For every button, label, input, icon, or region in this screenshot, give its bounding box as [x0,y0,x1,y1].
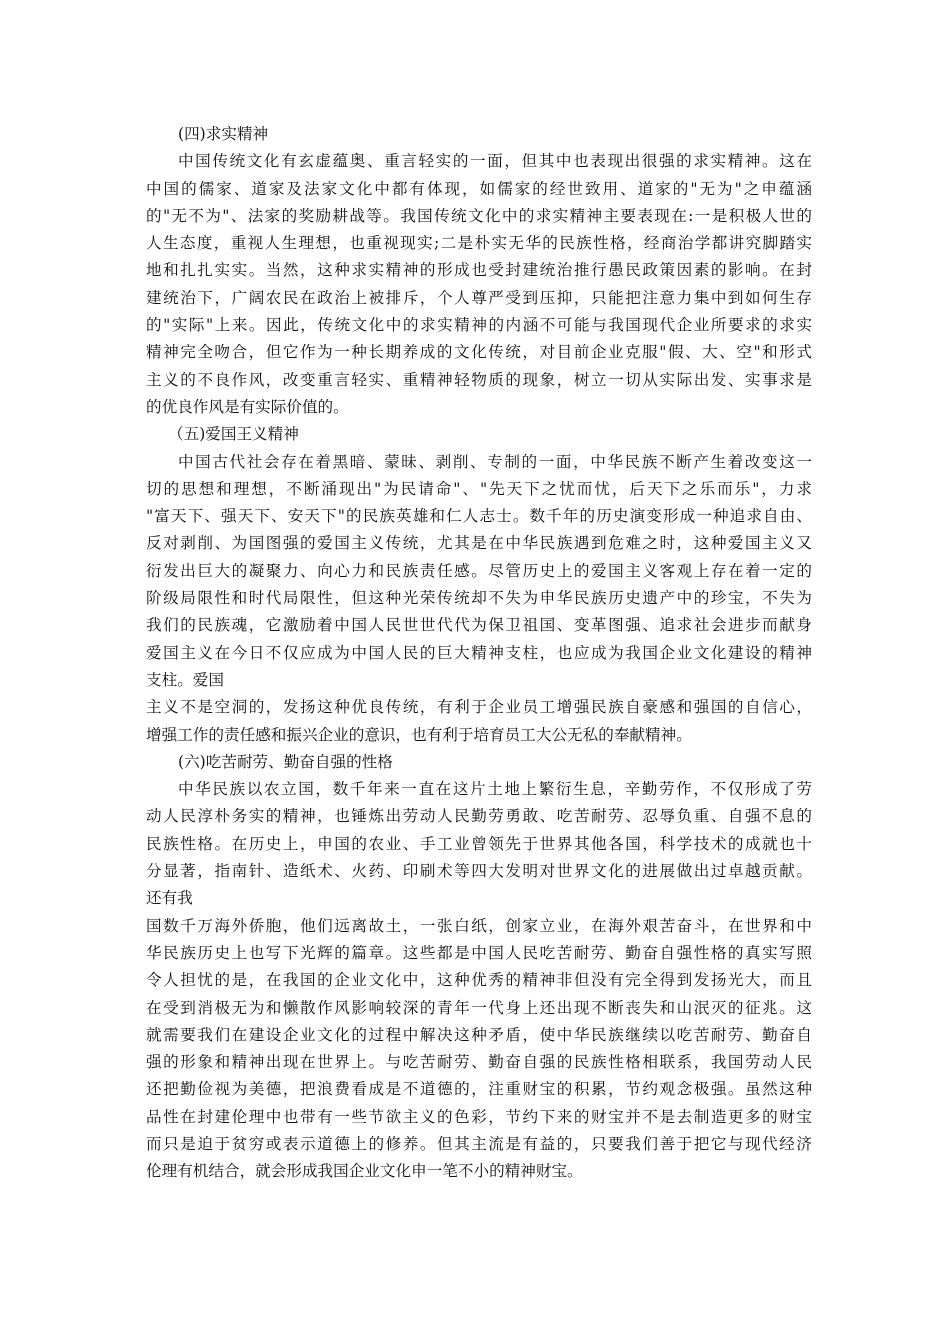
paragraph-line: 增强工作的责任感和振兴企业的意识，也有利于培育员工大公无私的奉献精神。 [146,725,692,744]
paragraph-line: 切的思想和理想，不断涌现出"为民请命"、"先天下之忧而忧，后天下之乐而乐"，力求 [146,479,812,498]
paragraph-line: 中国传统文化有玄虚蕴奥、重言轻实的一面，但其中也表现出很强的求实精神。这在 [178,152,812,171]
paragraph-line: 国数千万海外侨胞，他们远离故土，一张白纸，创家立业，在海外艰苦奋斗，在世界和中 [146,916,812,935]
paragraph-line: 中华民族以农立国，数千年来一直在这片土地上繁衍生息，辛勤劳作，不仅形成了劳 [178,780,812,799]
document-body [146,121,812,1186]
paragraph-line: 我们的民族魂，它激励着中国人民世世代代为保卫祖国、变革图强、追求社会进步而献身 [146,616,812,635]
paragraph-line: 地和扎扎实实。当然，这种求实精神的形成也受封建统治推行愚民政策因素的影响。在封 [146,261,812,280]
paragraph-line: 分显著，指南针、造纸术、火药、印刷术等四大发明对世界文化的进展做出过卓越贡献。 [146,862,812,881]
paragraph-line: 民族性格。在历史上，申国的农业、手工业曾领先于世界其他各国，科学技术的成就也十 [146,834,812,853]
section-heading-4: (四)求实精神 [178,125,269,143]
paragraph-line: 爱国主义在今日不仅应成为中国人民的巨大精神支柱，也应成为我国企业文化建设的精神 [146,643,812,662]
paragraph-line: 中国的儒家、道家及法家文化中都有体现，如儒家的经世致用、道家的"无为"之申蕴涵 [146,179,812,198]
paragraph-line: 华民族历史上也写下光辉的篇章。这些都是中国人民吃苦耐劳、勤奋自强性格的真实写照 [146,943,812,962]
paragraph-line: 而只是迫于贫穷或表示道德上的修养。但其主流是有益的，只要我们善于把它与现代经济 [146,1134,812,1153]
paragraph-line: 精神完全吻合，但它作为一种长期养成的文化传统，对目前企业克服"假、大、空"和形式 [146,343,812,362]
section-heading-6: (六)吃苦耐劳、勤奋自强的性格 [178,752,393,771]
paragraph-line: 衍发出巨大的凝聚力、向心力和民族责任感。尽管历史上的爱国主义客观上存在着一定的 [146,561,812,580]
paragraph-line: 品性在封建伦理中也带有一些节欲主义的色彩，节约下来的财宝并不是去制造更多的财宝 [146,1107,812,1126]
paragraph-line: 的"无不为"、法家的奖励耕战等。我国传统文化中的求实精神主要表现在:一是积极人世的 [146,206,812,225]
paragraph-line: 动人民淳朴务实的精神，也锤炼出劳动人民勤劳勇敢、吃苦耐劳、忍辱负重、自强不息的 [146,807,812,826]
paragraph-line: 的"实际"上来。因此，传统文化中的求实精神的内涵不可能与我国现代企业所要求的求实 [146,316,812,335]
paragraph-line: 主义的不良作风，改变重言轻实、重精神轻物质的现象，树立一切从实际出发、实事求是 [146,370,812,389]
paragraph-line: 令人担忧的是，在我国的企业文化中，这种优秀的精神非但没有完全得到发扬光大，而且 [146,971,812,990]
paragraph-line: 强的形象和精神出现在世界上。与吃苦耐劳、勤奋自强的民族性格相联系，我国劳动人民 [146,1053,812,1072]
paragraph-line: 在受到消极无为和懒散作风影响较深的青年一代身上还出现不断丧失和山泯灭的征兆。这 [146,998,812,1017]
paragraph-line: "富天下、强天下、安天下"的民族英雄和仁人志士。数千年的历史演变形成一种追求自由、 [146,507,812,526]
paragraph-line: 还把勤俭视为美德，把浪费看成是不道德的，注重财宝的积累，节约观念极强。虽然这种 [146,1080,812,1099]
paragraph-line: 建统治下，广阔农民在政治上被排斥，个人尊严受到压抑，只能把注意力集中到如何生存 [146,288,812,307]
paragraph-line: 阶级局限性和时代局限性，但这种光荣传统却不失为申华民族历史遗产中的珍宝，不失为 [146,589,812,608]
section-heading-5: （五)爱国王义精神 [168,425,299,444]
paragraph-line: 主义不是空洞的，发扬这种优良传统，有利于企业员工增强民族自豪感和强国的自信心， [146,698,812,717]
paragraph-line: 反对剥削、为国图强的爱国主义传统，尤其是在中华民族遇到危难之时，这种爱国主义又 [146,534,812,553]
paragraph-line: 还有我 [146,889,193,908]
paragraph-line: 支柱。爱国 [146,670,224,689]
paragraph-line: 人生态度，重视人生理想，也重视现实;二是朴实无华的民族性格，经商治学都讲究脚踏实 [146,234,812,253]
paragraph-line: 中国古代社会存在着黑暗、蒙昧、剥削、专制的一面，中华民族不断产生着改变这一 [178,452,812,471]
paragraph-line: 就需要我们在建设企业文化的过程中解决这种矛盾，使中华民族继续以吃苦耐劳、勤奋自 [146,1025,812,1044]
paragraph-line: 的优良作风是有实际价值的。 [146,397,349,416]
paragraph-line: 伦理有机结合，就会形成我国企业文化申一笔不小的精神财宝。 [146,1162,583,1181]
